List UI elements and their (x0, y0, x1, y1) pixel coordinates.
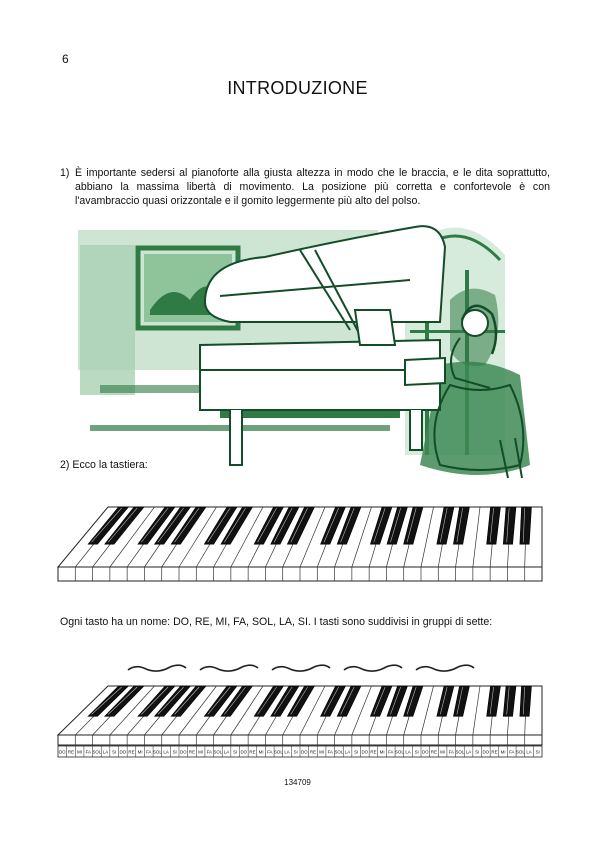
note-name-label: LA (284, 749, 290, 755)
note-name-label: MI (137, 749, 143, 755)
paragraph-2-text: Ecco la tastiera: (72, 459, 148, 471)
note-name-label: SI (293, 749, 298, 755)
note-name-label: FA (388, 749, 394, 755)
note-name-label: SOL (273, 749, 283, 755)
note-name-label: SOL (394, 749, 404, 755)
page-title: INTRODUZIONE (227, 78, 368, 98)
group-bracket (200, 665, 258, 671)
note-name-label: MI (500, 749, 506, 755)
note-name-label: RE (249, 749, 256, 755)
note-name-label: RE (491, 749, 498, 755)
keyboard-with-note-names (50, 683, 550, 763)
note-name-label: FA (267, 749, 273, 755)
note-name-label: MI (77, 749, 83, 755)
paragraph-1-text: È importante sedersi al pianoforte alla giusta altezza in modo che le braccia, e le dita soprattutto, abbiano la massima libertà di movimento. La posizione più corretta e confortevole è con l'avambraccio quasi orizzontale e il gomito leggermente più alto del polso. (75, 167, 550, 207)
note-name-label: LA (102, 749, 109, 755)
note-name-label: FA (85, 749, 91, 755)
note-name-label: FA (509, 749, 515, 755)
note-name-label: LA (163, 749, 169, 755)
note-name-label: DO (422, 749, 429, 755)
note-name-label: LA (465, 749, 472, 755)
group-bracket (272, 665, 330, 671)
note-name-label: FA (448, 749, 454, 755)
note-name-label: MI (258, 749, 264, 755)
note-name-label: DO (59, 749, 66, 755)
note-name-label: SI (475, 749, 480, 755)
note-name-label: LA (526, 749, 532, 755)
note-name-label: SI (535, 749, 540, 755)
footer-code: 134709 (284, 778, 311, 787)
note-name-label: MI (198, 749, 204, 755)
note-name-label: LA (405, 749, 411, 755)
note-name-label: DO (119, 749, 127, 755)
note-name-label: RE (67, 749, 75, 755)
note-name-label: SOL (515, 749, 525, 755)
keyboard-illustration (50, 503, 550, 585)
note-name-label: SI (233, 749, 238, 755)
note-name-label: FA (327, 749, 333, 755)
paragraph-2-number: 2) (60, 459, 70, 471)
note-name-label: DO (301, 749, 308, 755)
note-name-label: SI (354, 749, 359, 755)
note-name-label: SI (172, 749, 177, 755)
note-name-label: DO (482, 749, 490, 755)
note-name-label: RE (188, 749, 196, 755)
note-name-label: SI (414, 749, 419, 755)
note-name-label: SOL (92, 749, 102, 755)
paragraph-2 (60, 458, 148, 472)
note-name-label: DO (180, 749, 187, 755)
black-key (520, 507, 532, 544)
note-name-label: RE (430, 749, 438, 755)
note-name-label: FA (146, 749, 152, 755)
paragraph-1 (60, 166, 550, 208)
note-name-label: DO (240, 749, 248, 755)
note-name-label: MI (319, 749, 325, 755)
group-bracket (128, 665, 186, 671)
note-name-label: SOL (152, 749, 162, 755)
page-number: 6 (62, 52, 69, 66)
group-bracket (344, 665, 402, 671)
note-name-label: SOL (455, 749, 465, 755)
paragraph-1-number: 1) (60, 167, 70, 179)
note-name-label: SI (112, 749, 117, 755)
note-name-label: SOL (334, 749, 344, 755)
paragraph-3: Ogni tasto ha un nome: DO, RE, MI, FA, SOL, LA, SI. I tasti sono suddivisi in gruppi di sette: (60, 616, 493, 628)
note-name-label: RE (309, 749, 317, 755)
group-bracket (416, 665, 474, 671)
black-key (520, 686, 532, 716)
note-name-label: MI (379, 749, 385, 755)
group-brackets (120, 660, 500, 680)
note-name-label: MI (440, 749, 446, 755)
note-name-label: RE (128, 749, 135, 755)
note-name-label: LA (344, 749, 351, 755)
note-name-label: DO (361, 749, 369, 755)
note-name-label: LA (223, 749, 230, 755)
note-name-label: FA (206, 749, 212, 755)
note-name-label: SOL (213, 749, 223, 755)
pianist-illustration (70, 210, 550, 485)
note-name-label: RE (370, 749, 377, 755)
